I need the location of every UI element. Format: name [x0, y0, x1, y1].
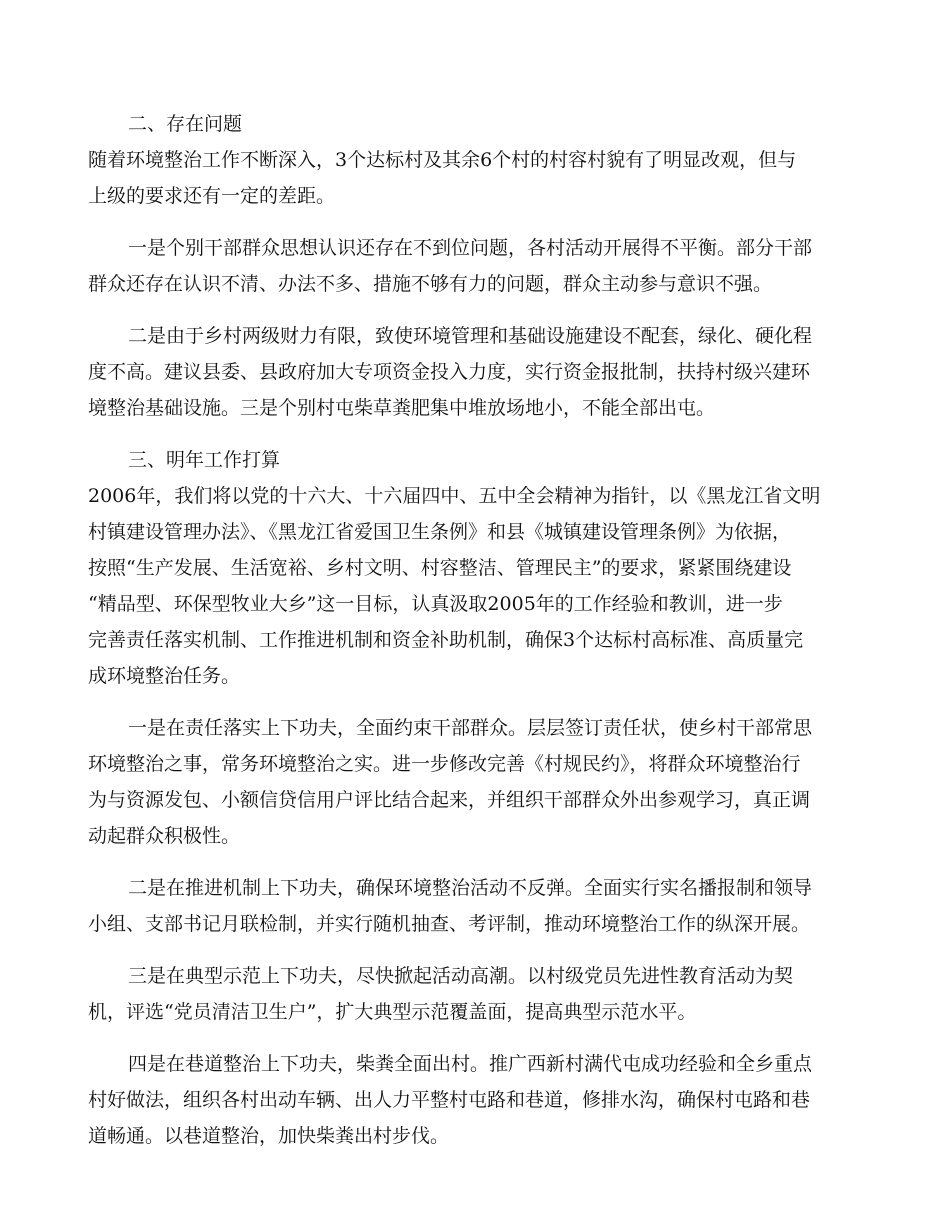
- text-line: 四是在巷道整治上下功夫，柴粪全面出村。推广西新村满代屯成功经验和全乡重点: [128, 1053, 813, 1075]
- text-line: 上级的要求还有一定的差距。: [88, 185, 336, 207]
- document-body: [88, 106, 868, 1154]
- text-line: 一是个别干部群众思想认识还存在不到位问题，各村活动开展得不平衡。部分干部: [128, 237, 813, 259]
- text-line: 境整治基础设施。三是个别村屯柴草粪肥集中堆放场地小，不能全部出屯。: [88, 397, 716, 419]
- text-line: 一是在责任落实上下功夫，全面约束干部群众。层层签订责任状，使乡村干部常思: [128, 717, 813, 739]
- text-line: 机，评选“党员清洁卫生户”，扩大典型示范覆盖面，提高典型示范水平。: [88, 1001, 697, 1023]
- paragraph-next-year-intro: [88, 478, 868, 694]
- text-line: 完善责任落实机制、工作推进机制和资金补助机制，确保3个达标村高标准、高质量完: [88, 629, 804, 651]
- text-line: 小组、支部书记月联检制，并实行随机抽查、考评制，推动环境整治工作的纵深开展。: [88, 913, 811, 935]
- text-line: 2006年，我们将以党的十六大、十六届四中、五中全会精神为指针，以《黑龙江省文明: [88, 485, 821, 507]
- section-heading-problems: 二、存在问题: [128, 113, 243, 135]
- text-line: 随着环境整治工作不断深入，3个达标村及其余6个村的村容村貌有了明显改观，但与: [88, 149, 797, 171]
- text-line: 二是由于乡村两级财力有限，致使环境管理和基础设施建设不配套，绿化、硬化程: [128, 325, 813, 347]
- text-line: “精品型、环保型牧业大乡”这一目标，认真汲取2005年的工作经验和教训，进一步: [88, 593, 783, 615]
- text-line: 动起群众积极性。: [88, 825, 241, 847]
- text-line: 二是在推进机制上下功夫，确保环境整治活动不反弹。全面实行实名播报制和领导: [128, 877, 813, 899]
- section-heading-next-year: 三、明年工作打算: [128, 449, 281, 471]
- paragraph-problems-intro: [88, 142, 868, 214]
- text-line: 为与资源发包、小额信贷信用户评比结合起来，并组织干部群众外出参观学习，真正调: [88, 789, 811, 811]
- paragraph-plan-1: [88, 710, 868, 854]
- text-line: 成环境整治任务。: [88, 665, 241, 687]
- text-line: 村好做法，组织各村出动车辆、出人力平整村屯路和巷道，修排水沟，确保村屯路和巷: [88, 1089, 811, 1111]
- text-line: 群众还存在认识不清、办法不多、措施不够有力的问题，群众主动参与意识不强。: [88, 273, 773, 295]
- paragraph-plan-3: [88, 958, 868, 1030]
- paragraph-plan-4: [88, 1046, 868, 1154]
- text-line: 度不高。建议县委、县政府加大专项资金投入力度，实行资金报批制，扶持村级兴建环: [88, 361, 811, 383]
- paragraph-plan-2: [88, 870, 868, 942]
- text-line: 按照“生产发展、生活宽裕、乡村文明、村容整洁、管理民主”的要求，紧紧围绕建设: [88, 557, 792, 579]
- paragraph-problem-1: [88, 230, 868, 302]
- text-line: 三是在典型示范上下功夫，尽快掀起活动高潮。以村级党员先进性教育活动为契: [128, 965, 794, 987]
- text-line: 道畅通。以巷道整治，加快柴粪出村步伐。: [88, 1125, 450, 1147]
- paragraph-problem-2: [88, 318, 868, 426]
- text-line: 村镇建设管理办法》、《黑龙江省爱国卫生条例》和县《城镇建设管理条例》为依据，: [88, 521, 792, 543]
- text-line: 环境整治之事，常务环境整治之实。进一步修改完善《村规民约》，将群众环境整治行: [88, 753, 801, 775]
